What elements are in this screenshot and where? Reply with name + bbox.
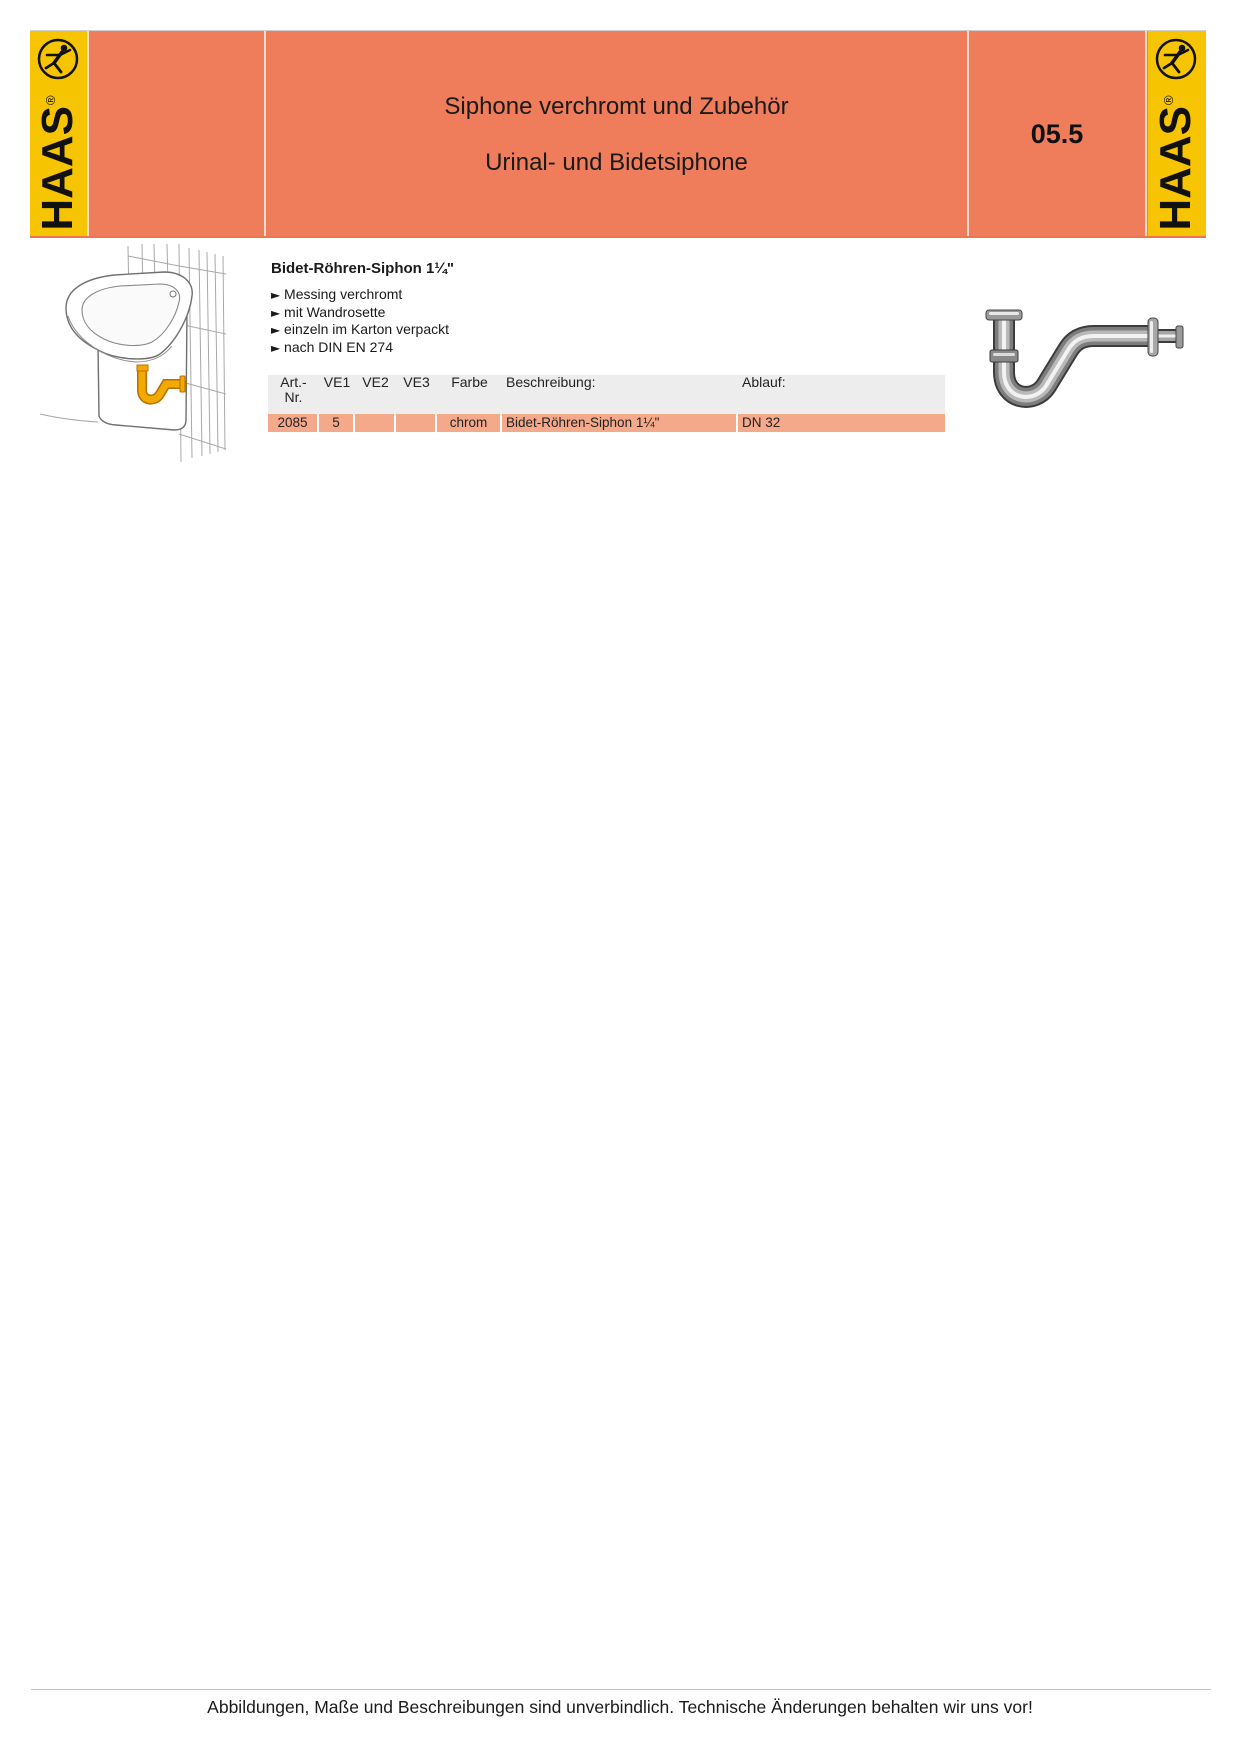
column-header-ve1: VE1 [319,375,355,414]
header-divider [87,31,89,236]
faucet-hole [170,291,176,297]
section-number: 05.5 [1030,119,1084,149]
feature-item: ► einzeln im Karton verpackt [271,321,449,339]
column-header-farbe: Farbe [437,375,502,414]
cell-ve2 [355,414,396,432]
column-header-beschreibung: Beschreibung: [502,375,738,414]
table-row [268,414,945,432]
feature-item: ► Messing verchromt [271,286,449,304]
feature-list [271,286,449,356]
registered-mark: ® [43,95,58,105]
header-divider [1145,31,1147,236]
cell-beschreibung: Bidet-Röhren-Siphon 1¼" [502,414,738,432]
table-header-row [268,375,945,414]
haas-logo-left [30,31,87,236]
logo-wordmark: HAAS® [33,95,82,231]
cell-ve1: 5 [319,414,355,432]
header-divider [264,31,266,236]
column-header-ve2: VE2 [355,375,396,414]
logo-wordmark: HAAS® [1151,95,1200,231]
registered-mark: ® [1161,95,1176,105]
column-header-art-nr: Art.-Nr. [268,375,319,414]
column-header-ablauf: Ablauf: [738,375,945,414]
column-header-ve3: VE3 [396,375,437,414]
chrome-siphon-photo-icon [982,298,1187,410]
haas-logo-right [1148,31,1206,236]
pipe-end-flange [1176,326,1183,348]
footer-disclaimer: Abbildungen, Maße und Beschreibungen sind unverbindlich. Technische Änderungen behalten wir uns vor! [207,1697,1033,1717]
page-subtitle: Urinal- und Bidetsiphone [485,149,748,176]
feature-item: ► nach DIN EN 274 [271,339,449,357]
footer-divider [31,1689,1211,1690]
cell-ve3 [396,414,437,432]
feature-item: ► mit Wandrosette [271,304,449,322]
cell-art-nr: 2085 [268,414,319,432]
product-title: Bidet-Röhren-Siphon 1¼" [271,260,454,277]
page-title: Siphone verchromt und Zubehör [444,93,789,120]
page-header [30,30,1206,238]
jumping-figure-icon [1154,37,1198,81]
jumping-figure-icon [36,37,80,81]
article-table [268,375,945,432]
cell-farbe: chrom [437,414,502,432]
bidet-illustration-icon [36,244,226,462]
cell-ablauf: DN 32 [738,414,945,432]
